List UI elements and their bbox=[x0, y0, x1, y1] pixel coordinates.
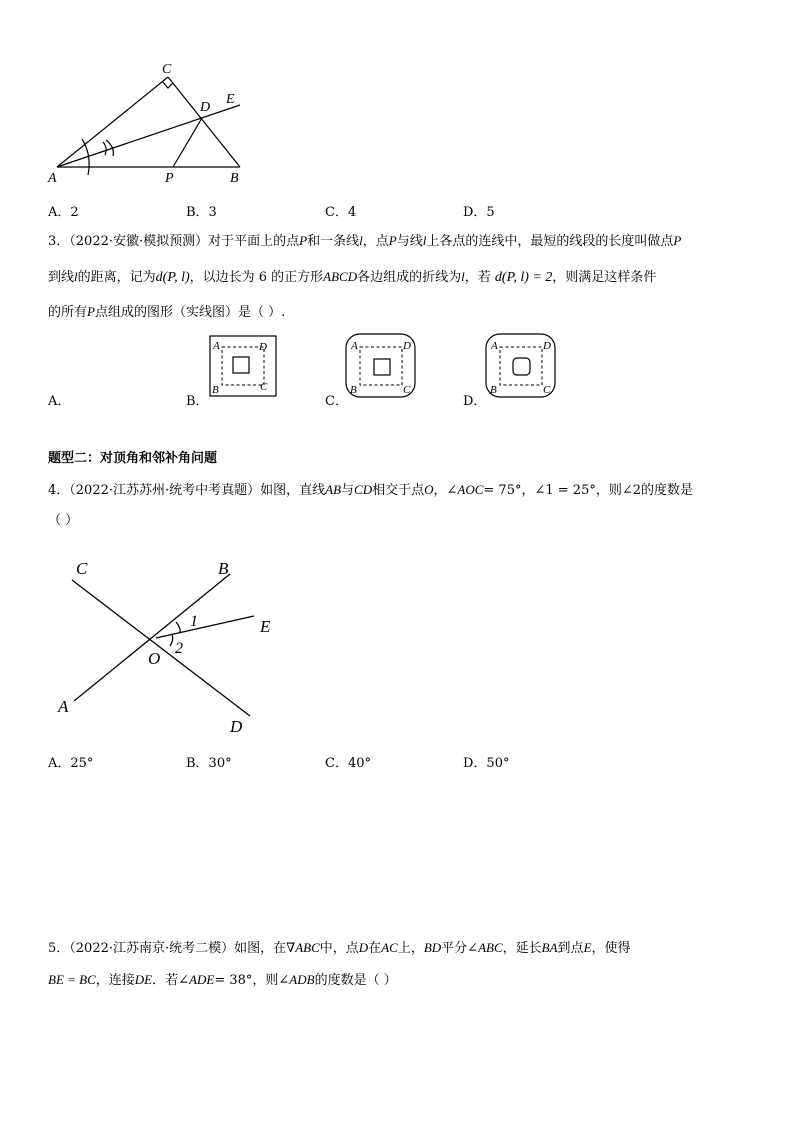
q2-option-d[interactable]: D．5 bbox=[463, 205, 495, 220]
q2-option-c[interactable]: C．4 bbox=[325, 205, 357, 220]
segment-cb bbox=[168, 77, 240, 167]
svg-text:B: B bbox=[490, 384, 497, 396]
q4-option-d[interactable]: D．50° bbox=[463, 756, 510, 771]
label-1: 1 bbox=[190, 613, 198, 630]
svg-text:D: D bbox=[543, 340, 551, 352]
figure-intersecting-lines bbox=[50, 550, 300, 740]
label-b: B bbox=[218, 559, 229, 578]
svg-text:A: A bbox=[491, 340, 498, 352]
label-p: P bbox=[165, 171, 174, 186]
figure-triangle-abc bbox=[40, 55, 300, 185]
label-a: A bbox=[58, 697, 69, 716]
segment-ac bbox=[57, 77, 168, 167]
q4-line-1: 4．（2022·江苏苏州·统考中考真题）如图，直线AB与CD相交于点O，∠AOC= 75°，∠1 = 25°，则∠2的度数是 bbox=[48, 482, 693, 498]
q3-option-b-label[interactable]: B． bbox=[186, 394, 209, 409]
q3-figure-d[interactable] bbox=[485, 333, 557, 399]
ray-ae bbox=[57, 105, 240, 167]
ray-oe bbox=[156, 616, 254, 638]
angle-2-arc bbox=[170, 634, 173, 646]
q4-option-a[interactable]: A．25° bbox=[48, 756, 94, 771]
q3-figure-c[interactable] bbox=[345, 333, 417, 399]
section-title: 题型二：对顶角和邻补角问题 bbox=[48, 451, 218, 466]
q3-line-3: 的所有P点组成的图形（实线图）是（ ）. bbox=[48, 304, 286, 320]
label-c: C bbox=[76, 559, 88, 578]
label-c: C bbox=[162, 62, 172, 77]
q2-option-b[interactable]: B．3 bbox=[186, 205, 217, 220]
line-cd bbox=[72, 580, 250, 716]
label-d: D bbox=[230, 717, 243, 736]
q3-option-a[interactable]: A． bbox=[48, 394, 71, 409]
q3-line-2: 到线l的距离，记为d(P, l)，以边长为 6 的正方形ABCD各边组成的折线为l，若 d(P, l) = 2，则满足这样条件 bbox=[48, 269, 657, 285]
q4-line-2: （ ） bbox=[48, 513, 79, 528]
label-a: A bbox=[48, 171, 57, 186]
right-angle-mark bbox=[163, 82, 173, 88]
svg-text:A: A bbox=[213, 340, 220, 352]
label-b: B bbox=[230, 171, 239, 186]
svg-text:C: C bbox=[403, 384, 411, 396]
q2-option-a[interactable]: A．2 bbox=[48, 205, 79, 220]
svg-text:D: D bbox=[403, 340, 411, 352]
label-2: 2 bbox=[175, 640, 183, 657]
line-ab bbox=[74, 574, 230, 701]
q3-option-d-label[interactable]: D． bbox=[463, 394, 487, 409]
svg-text:D: D bbox=[259, 341, 267, 353]
svg-text:C: C bbox=[543, 384, 551, 396]
q5-line-2: BE = BC，连接DE．若∠ADE= 38°，则∠ADB的度数是（ ） bbox=[48, 972, 397, 988]
q5-line-1: 5．（2022·江苏南京·统考二模）如图，在∇ABC中，点D在AC上，BD平分∠ABC，延长BA到点E，使得 bbox=[48, 940, 631, 956]
label-e: E bbox=[260, 617, 271, 636]
q4-option-b[interactable]: B．30° bbox=[186, 756, 232, 771]
q3-figure-b[interactable] bbox=[209, 335, 279, 397]
arc-mark-3 bbox=[106, 140, 113, 156]
q3-line-1: 3．（2022·安徽·模拟预测）对于平面上的点P和一条线l，点P与线l上各点的连线中，最短的线段的长度叫做点P bbox=[48, 233, 682, 249]
svg-text:B: B bbox=[212, 384, 219, 396]
label-e: E bbox=[226, 92, 235, 107]
q4-option-c[interactable]: C．40° bbox=[325, 756, 371, 771]
svg-text:C: C bbox=[260, 381, 268, 393]
svg-text:B: B bbox=[350, 384, 357, 396]
svg-text:A: A bbox=[351, 340, 358, 352]
angle-1-arc bbox=[176, 622, 180, 633]
q3-option-c-label[interactable]: C． bbox=[325, 394, 348, 409]
label-o: O bbox=[148, 649, 161, 668]
arc-mark-2 bbox=[103, 142, 106, 155]
label-d: D bbox=[200, 100, 211, 115]
segment-pd bbox=[173, 118, 202, 167]
